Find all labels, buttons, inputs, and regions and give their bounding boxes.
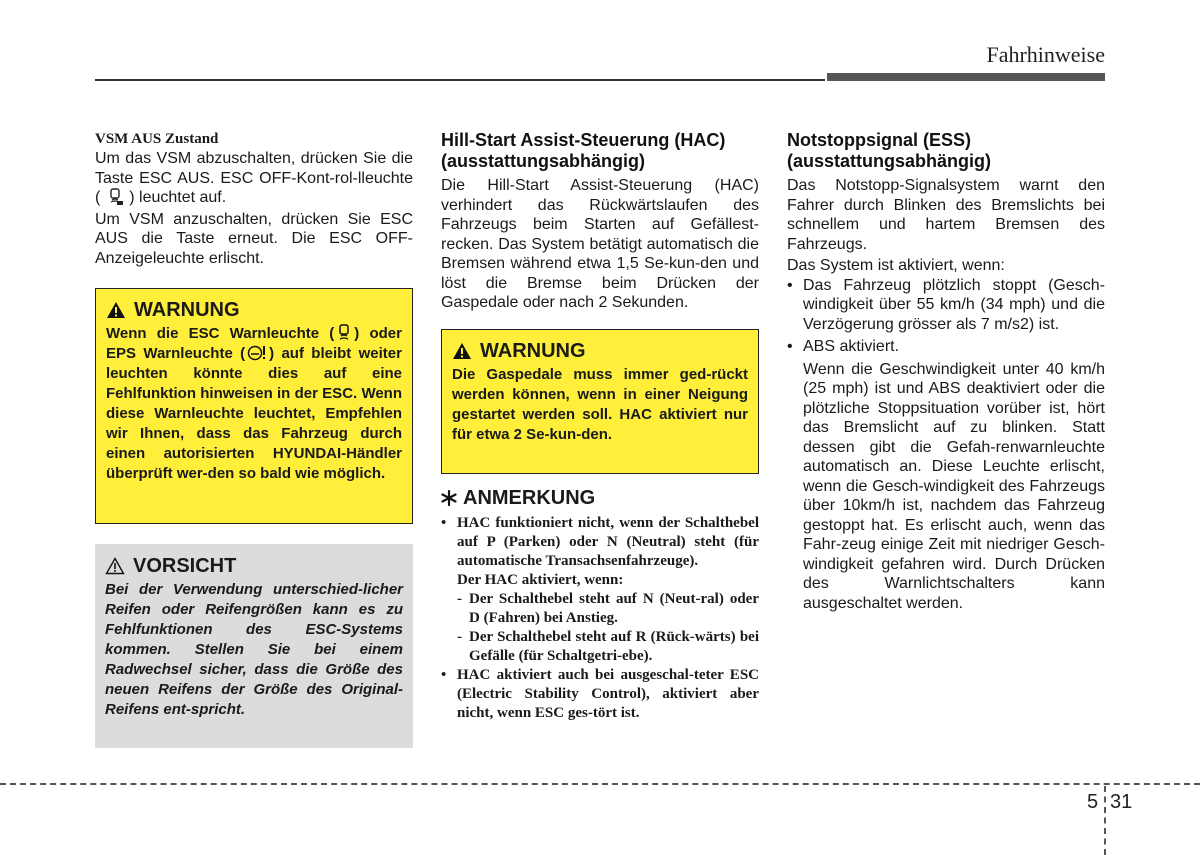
warning-title-row [452,339,748,363]
caution-title-row [105,554,403,578]
footer-vertical-dashed-rule [1104,786,1106,855]
bullet-mark: • [441,514,447,531]
page-number: 31 [1110,791,1133,813]
warning-box-esc [95,288,413,524]
vsm-p1-text-b: ) leuchtet auf. [129,189,227,206]
warning-title: WARNUNG [134,299,240,321]
dash-mark: - [457,628,462,645]
esc-warning-icon [336,324,352,341]
list-item [441,628,759,666]
caution-title: VORSICHT [133,555,237,577]
vsm-paragraph-1 [95,149,413,208]
footer-dashed-rule [0,783,1200,785]
ess-paragraph-1: Das Notstopp-Signalsystem warnt den Fahrer durch Blinken des Bremslichts bei schnellem und hartem Bremsen des Fahrzeugs. [787,177,1105,253]
bullet-mark: • [441,666,447,683]
warning-text-a: Wenn die ESC Warnleuchte ( [106,325,335,342]
ess-heading: Notstoppsignal (ESS) (ausstattungsabhängig) [787,130,992,171]
eps-warning-icon [247,344,267,361]
warning-text-c: ) auf bleibt weiter leuchten könnte dies auf eine Fehlfunktion hinweisen in der ESC. Wenn diese Warnleuchte leuchtet, Empfehlen wir Ihnen, dass das Fahrzeug durch einen autorisierten HYUNDAI-Händler überprüft wer-den so bald wie möglich. [106,345,402,482]
dash-mark: - [457,590,462,607]
hac-heading: Hill-Start Assist-Steuerung (HAC) (ausstattungsabhängig) [441,130,726,171]
chapter-number: 5 [1087,791,1099,813]
list-item [441,571,759,590]
note-bullet-1: HAC funktioniert nicht, wenn der Schalthebel auf P (Parken) oder N (Neutral) steht (für automatische Transachsenfahrzeuge). [457,514,759,569]
warning-title-row [106,298,402,322]
note-bullet-2: HAC aktiviert auch bei ausgeschal-teter ESC (Electric Stability Control), aktiviert aber nicht, wenn ESC ges-tört ist. [457,666,759,721]
list-item [787,337,1105,357]
ess-list [787,276,1105,614]
caution-box [95,544,413,748]
warning-title: WARNUNG [480,339,586,362]
note-dash-2: Der Schalthebel steht auf R (Rück-wärts) bei Gefälle (für Schaltgetri-ebe). [469,628,759,664]
warning-text: Die Gaspedale muss immer ged-rückt werden können, wenn in einer Neigung gestartet werden soll. HAC aktiviert nur für etwa 2 Se-kun-den. [452,365,748,443]
note-bullet-1-sub: Der HAC aktiviert, wenn: [457,571,624,588]
list-item [441,590,759,628]
warning-triangle-icon [106,301,126,319]
caution-triangle-icon [105,557,125,575]
header-rule [95,79,825,81]
column-left [95,130,413,748]
ess-bullet-2: ABS aktiviert. [803,338,900,355]
warning-text-b: ) oder EPS Warnleuchte ( [106,325,402,362]
esc-off-icon [107,188,123,205]
ess-bullet-1: Das Fahrzeug plötzlich stoppt (Gesch-windigkeit über 55 km/h (34 mph) und die Verzögerung grösser als 7 m/s2) ist. [803,276,1105,333]
warning-text [106,324,402,484]
asterisk-icon [441,490,457,506]
header-bar [827,73,1105,81]
page-header-title: Fahrhinweise [986,42,1105,67]
list-item [787,360,1105,614]
note-dash-1: Der Schalthebel steht auf N (Neut-ral) oder D (Fahren) bei Anstieg. [469,590,759,626]
note-title: ANMERKUNG [463,486,596,509]
warning-box-hac [441,329,759,474]
column-right [787,130,1105,613]
ess-bullet-2-body: Wenn die Geschwindigkeit unter 40 km/h (25 mph) ist und ABS deaktiviert oder die plötzliche Stoppsituation vorüber ist, hört das Bremslicht auf zu blinken. Statt dessen gibt die Gefah-renwarnleuchte automatisch an. Diese Leuchte erlischt, wenn die Gesch-windigkeit des Fahrzeugs über 10km/h ist, nachdem das Fahrzeug gestoppt hat. Es erlischt auch, wenn das Fahr-zeug einige Zeit mit niedriger Gesch-windigkeit gefahren wird. Durch Drücken des Warnlichtschalters kann ausgeschaltet werden. [803,360,1105,612]
vsm-title: VSM AUS Zustand [95,131,219,147]
list-item [441,514,759,571]
bullet-mark: • [787,338,793,355]
note-section [441,486,759,723]
ess-paragraph-2: Das System ist aktiviert, wenn: [787,257,1005,274]
list-item [441,666,759,723]
hac-body: Die Hill-Start Assist-Steuerung (HAC) verhindert das Rückwärtslaufen des Fahrzeugs beim Starten auf Gefällest-recken. Das System betätigt automatisch die Bremsen während etwa 1,5 Se-kun-den und löst die Bremse beim Drücken der Gaspedale oder nach 2 Sekunden. [441,177,759,311]
note-list [441,514,759,723]
warning-triangle-icon [452,342,472,360]
note-title-row [441,486,759,510]
column-middle [441,130,759,723]
vsm-paragraph-2: Um VSM anzuschalten, drücken Sie ESC AUS die Taste erneut. Die ESC OFF-Anzeigeleuchte erlischt. [95,210,413,267]
caution-text: Bei der Verwendung unterschied-licher Reifen oder Reifengrößen kann es zu Fehlfunktionen des ESC-Systems kommen. Stellen Sie bei einem Radwechsel sicher, dass die Größe des neuen Reifens der Größe des Original-Reifens ent-spricht. [105,581,403,718]
bullet-mark: • [787,276,793,294]
vsm-p1-text-a: Um das VSM abzuschalten, drücken Sie die Taste ESC AUS. ESC OFF-Kont-rol-lleuchte ( [95,150,413,206]
list-item [787,276,1105,335]
